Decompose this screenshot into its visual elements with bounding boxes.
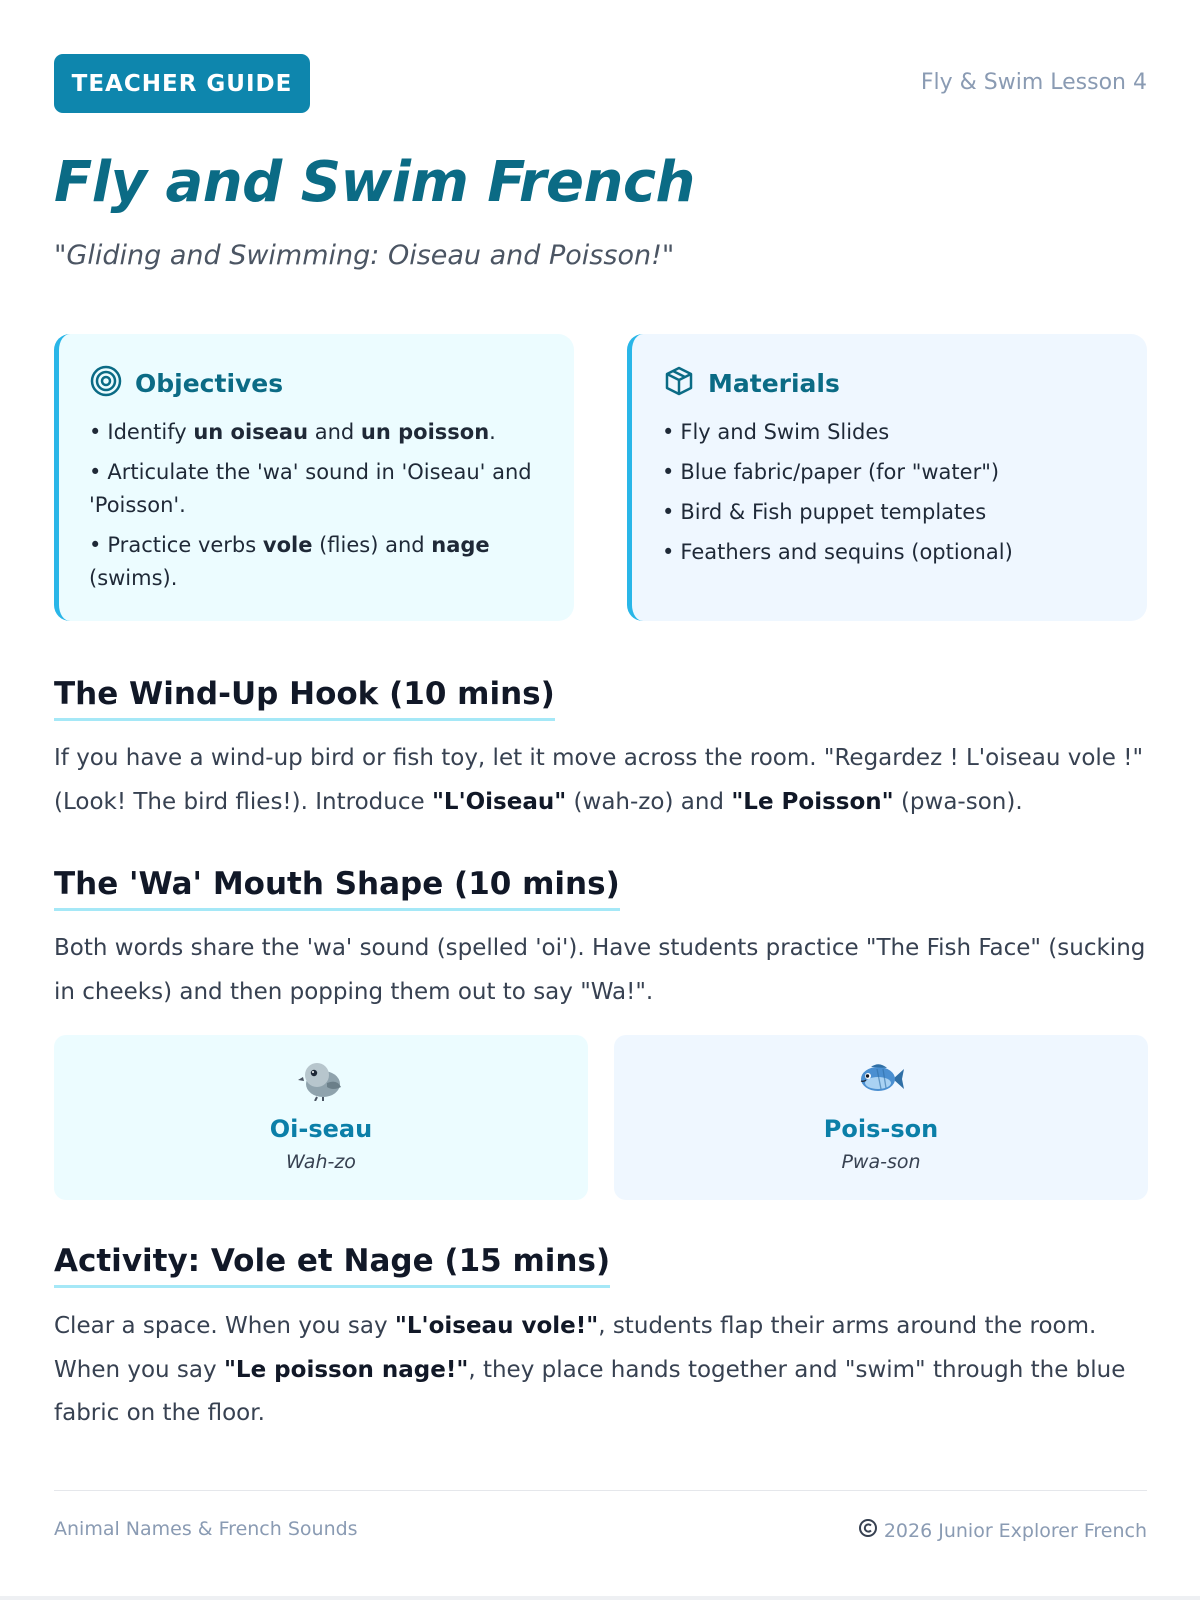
section-heading-vole-et-nage: Activity: Vole et Nage (15 mins): [54, 1243, 610, 1288]
section-body-wa-mouth-shape: Both words share the 'wa' sound (spelled 'oi'). Have students practice "The Fish Face" (sucking in cheeks) and then popping them out to say "Wa!".: [54, 935, 1146, 1005]
materials-card: [627, 334, 1147, 621]
pronunciation-word: Oi-seau: [269, 1115, 373, 1143]
section-body-wind-up-hook: If you have a wind-up bird or fish toy, let it move across the room. "Regardez ! L'oiseau vole !" (Look! The bird flies!). Introduce "L'Oiseau" (wah-zo) and "Le Poisson" (pwa-son).: [54, 745, 1144, 815]
page-title: Fly and Swim French: [54, 150, 695, 215]
target-icon: [89, 364, 123, 402]
teacher-guide-page: [54, 0, 1147, 1600]
lesson-reference: Fly & Swim Lesson 4: [920, 70, 1147, 95]
bird-icon: [54, 1057, 588, 1101]
materials-title: Materials: [708, 368, 840, 398]
materials-list: [662, 416, 1127, 569]
pronunciation-guide: Pwa-son: [841, 1151, 921, 1173]
copyright-icon: [858, 1518, 878, 1543]
pronunciation-word: Pois-son: [823, 1115, 939, 1143]
objective-item: • Identify un oiseau and un poisson.: [89, 416, 554, 449]
pronunciation-card-oiseau: [54, 1035, 588, 1200]
objectives-list: [89, 416, 554, 595]
footer-copyright: [858, 1518, 1147, 1543]
section-heading-wind-up-hook: The Wind-Up Hook (10 mins): [54, 676, 555, 721]
package-icon: [662, 364, 696, 402]
material-item: • Blue fabric/paper (for "water"): [662, 456, 1127, 489]
material-item: • Feathers and sequins (optional): [662, 536, 1127, 569]
objectives-card: [54, 334, 574, 621]
objective-item: • Practice verbs vole (flies) and nage (swims).: [89, 529, 554, 595]
footer-divider: [54, 1490, 1147, 1491]
teacher-guide-badge: TEACHER GUIDE: [54, 54, 310, 113]
section-body-vole-et-nage: Clear a space. When you say "L'oiseau vole!", students flap their arms around the room. When you say "Le poisson nage!", they place hands together and "swim" through the blue fabric on the floor.: [54, 1313, 1126, 1426]
page-bottom-edge: [0, 1596, 1200, 1600]
section-heading-wa-mouth-shape: The 'Wa' Mouth Shape (10 mins): [54, 866, 620, 911]
pronunciation-guide: Wah-zo: [286, 1151, 356, 1173]
material-item: • Bird & Fish puppet templates: [662, 496, 1127, 529]
material-item: • Fly and Swim Slides: [662, 416, 1127, 449]
footer-topic: Animal Names & French Sounds: [54, 1518, 358, 1540]
objectives-title: Objectives: [135, 368, 284, 398]
pronunciation-card-poisson: [614, 1035, 1148, 1200]
copyright-text: 2026 Junior Explorer French: [883, 1519, 1147, 1542]
fish-icon: [614, 1057, 1148, 1101]
objective-item: • Articulate the 'wa' sound in 'Oiseau' and 'Poisson'.: [89, 456, 554, 522]
page-subtitle: "Gliding and Swimming: Oiseau and Poisson!": [54, 240, 675, 271]
